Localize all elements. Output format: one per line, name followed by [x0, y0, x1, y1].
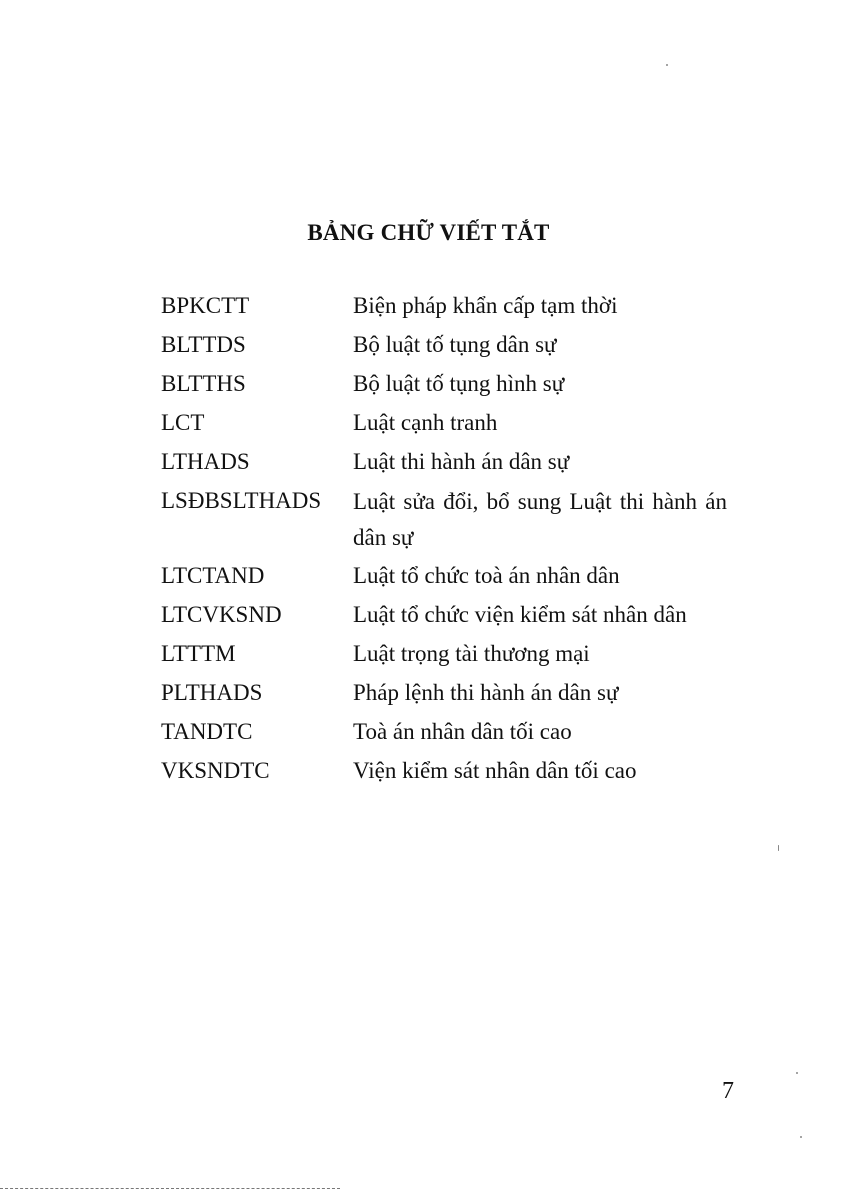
abbreviation-meaning: Biện pháp khẩn cấp tạm thời — [353, 293, 618, 318]
scan-speck — [778, 845, 779, 851]
abbreviation-meaning: Viện kiểm sát nhân dân tối cao — [353, 758, 637, 783]
abbreviation-term: LTTTM — [161, 641, 236, 666]
abbreviation-term: BPKCTT — [161, 293, 250, 318]
abbreviation-row — [0, 556, 857, 595]
abbreviation-row — [0, 481, 857, 556]
abbreviation-meaning: Luật thi hành án dân sự — [353, 449, 570, 474]
scan-speck — [800, 1136, 802, 1138]
page-number: 7 — [722, 1078, 734, 1104]
abbreviation-term: LSĐBSLTHADS — [161, 488, 322, 513]
abbreviation-row — [0, 712, 857, 751]
abbreviation-row — [0, 673, 857, 712]
abbreviation-list — [0, 286, 857, 790]
abbreviation-row — [0, 634, 857, 673]
abbreviation-term: LTHADS — [161, 449, 250, 474]
abbreviation-meaning: Bộ luật tố tụng dân sự — [353, 332, 557, 357]
abbreviation-term: BLTTHS — [161, 371, 246, 396]
scan-edge-line — [0, 1188, 340, 1189]
abbreviation-row — [0, 364, 857, 403]
abbreviation-term: LTCTAND — [161, 563, 265, 588]
abbreviation-row — [0, 403, 857, 442]
abbreviation-row — [0, 286, 857, 325]
abbreviation-term: BLTTDS — [161, 332, 246, 357]
abbreviation-meaning: Luật cạnh tranh — [353, 410, 498, 435]
scan-speck — [666, 64, 668, 66]
abbreviation-term: LCT — [161, 410, 205, 435]
abbreviation-meaning: Pháp lệnh thi hành án dân sự — [353, 680, 619, 705]
abbreviation-meaning: Luật trọng tài thương mại — [353, 641, 590, 666]
scan-speck — [796, 1072, 798, 1074]
abbreviation-meaning: Luật sửa đổi, bổ sung Luật thi hành án dân sự — [353, 489, 727, 550]
abbreviation-meaning: Luật tổ chức viện kiểm sát nhân dân — [353, 602, 687, 627]
abbreviation-row — [0, 595, 857, 634]
abbreviation-term: VKSNDTC — [161, 758, 270, 783]
abbreviation-row — [0, 442, 857, 481]
abbreviation-row — [0, 325, 857, 364]
abbreviation-term: TANDTC — [161, 719, 253, 744]
abbreviation-term: PLTHADS — [161, 680, 263, 705]
page-title: BẢNG CHỮ VIẾT TẮT — [307, 220, 550, 245]
abbreviation-meaning: Bộ luật tố tụng hình sự — [353, 371, 565, 396]
abbreviation-row — [0, 751, 857, 790]
abbreviation-meaning: Luật tổ chức toà án nhân dân — [353, 563, 620, 588]
abbreviation-meaning: Toà án nhân dân tối cao — [353, 719, 572, 744]
abbreviation-term: LTCVKSND — [161, 602, 282, 627]
